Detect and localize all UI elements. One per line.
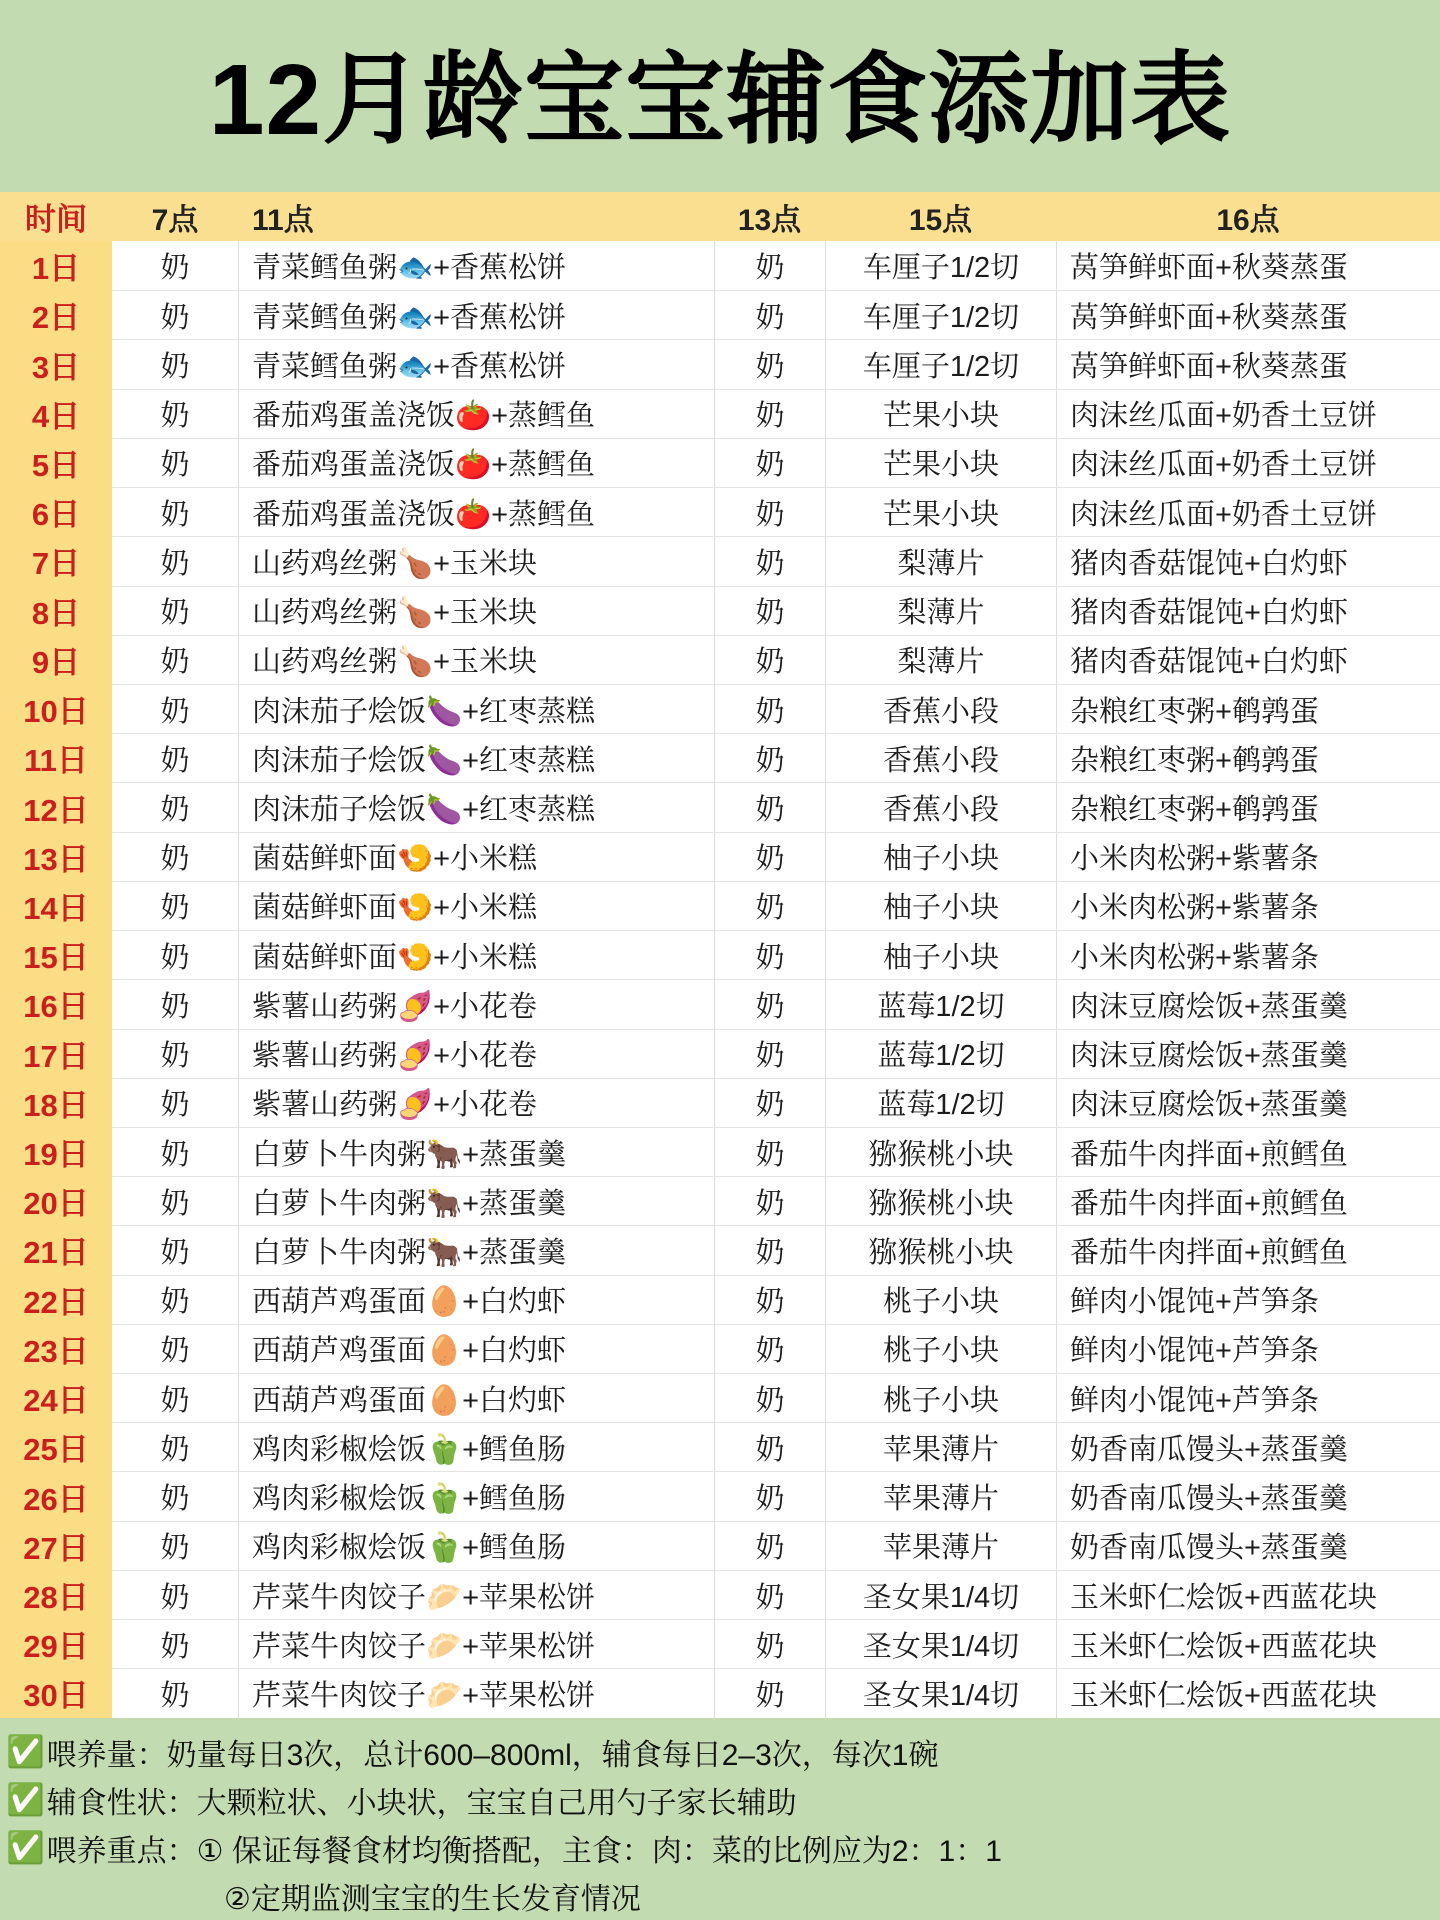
dinner-16pm-cell: 肉沫豆腐烩饭+蒸蛋羹 [1056,979,1440,1028]
dinner-16pm-cell: 小米肉松粥+紫薯条 [1056,930,1440,979]
header-16pm: 16点 [1216,203,1280,237]
fruit-15pm-cell: 苹果薄片 [825,1471,1056,1520]
day-cell: 16日 [0,979,112,1028]
milk-13pm-cell: 奶 [714,586,825,635]
table-row [0,1078,1440,1127]
day-cell: 27日 [0,1521,112,1570]
check-icon: ✅ [6,1830,45,1866]
milk-13pm-cell: 奶 [714,1275,825,1324]
milk-13pm-cell: 奶 [714,487,825,536]
lunch-11am-cell: 芹菜牛肉饺子🥟+苹果松饼 [238,1668,714,1717]
day-cell: 24日 [0,1373,112,1422]
milk-13pm-cell: 奶 [714,241,825,290]
milk-13pm-cell: 奶 [714,389,825,438]
note-text: ②定期监测宝宝的生长发育情况 [224,1882,641,1916]
milk-13pm-cell: 奶 [714,1668,825,1717]
check-icon: ✅ [6,1782,45,1818]
table-row [0,389,1440,438]
lunch-11am-cell: 菌菇鲜虾面🍤+小米糕 [238,832,714,881]
dinner-16pm-cell: 小米肉松粥+紫薯条 [1056,832,1440,881]
table-row [0,1422,1440,1471]
milk-13pm-cell: 奶 [714,339,825,388]
lunch-11am-cell: 鸡肉彩椒烩饭🫑+鳕鱼肠 [238,1471,714,1520]
fruit-15pm-cell: 梨薄片 [825,586,1056,635]
note-line [6,1872,1440,1920]
milk-7am-cell: 奶 [112,1422,238,1471]
milk-7am-cell: 奶 [112,1619,238,1668]
table-body [0,241,1440,1718]
fruit-15pm-cell: 蓝莓1/2切 [825,1029,1056,1078]
lunch-11am-cell: 西葫芦鸡蛋面🥚+白灼虾 [238,1275,714,1324]
milk-13pm-cell: 奶 [714,832,825,881]
milk-7am-cell: 奶 [112,1324,238,1373]
table-row [0,586,1440,635]
milk-13pm-cell: 奶 [714,1225,825,1274]
dinner-16pm-cell: 小米肉松粥+紫薯条 [1056,881,1440,930]
check-icon: ✅ [6,1734,45,1770]
dinner-16pm-cell: 番茄牛肉拌面+煎鳕鱼 [1056,1127,1440,1176]
page-title: 12月龄宝宝辅食添加表 [208,44,1232,156]
fruit-15pm-cell: 苹果薄片 [825,1521,1056,1570]
milk-13pm-cell: 奶 [714,1471,825,1520]
milk-13pm-cell: 奶 [714,733,825,782]
note-line [6,1824,1440,1872]
lunch-11am-cell: 芹菜牛肉饺子🥟+苹果松饼 [238,1570,714,1619]
milk-7am-cell: 奶 [112,1668,238,1717]
milk-7am-cell: 奶 [112,1570,238,1619]
dinner-16pm-cell: 奶香南瓜馒头+蒸蛋羹 [1056,1422,1440,1471]
milk-7am-cell: 奶 [112,1275,238,1324]
dinner-16pm-cell: 玉米虾仁烩饭+西蓝花块 [1056,1570,1440,1619]
milk-13pm-cell: 奶 [714,1127,825,1176]
dinner-16pm-cell: 奶香南瓜馒头+蒸蛋羹 [1056,1471,1440,1520]
fruit-15pm-cell: 香蕉小段 [825,782,1056,831]
milk-7am-cell: 奶 [112,1521,238,1570]
title-bar [0,0,1440,192]
milk-7am-cell: 奶 [112,635,238,684]
note-text: 喂养重点：① 保证每餐食材均衡搭配，主食：肉：菜的比例应为2：1：1 [46,1834,1002,1868]
table-row [0,832,1440,881]
dinner-16pm-cell: 番茄牛肉拌面+煎鳕鱼 [1056,1176,1440,1225]
milk-7am-cell: 奶 [112,782,238,831]
fruit-15pm-cell: 猕猴桃小块 [825,1225,1056,1274]
dinner-16pm-cell: 鲜肉小馄饨+芦笋条 [1056,1373,1440,1422]
day-cell: 18日 [0,1078,112,1127]
milk-7am-cell: 奶 [112,684,238,733]
day-cell: 15日 [0,930,112,979]
milk-7am-cell: 奶 [112,438,238,487]
day-cell: 21日 [0,1225,112,1274]
day-cell: 8日 [0,586,112,635]
table-row [0,1176,1440,1225]
table-row [0,1471,1440,1520]
dinner-16pm-cell: 肉沫豆腐烩饭+蒸蛋羹 [1056,1029,1440,1078]
dinner-16pm-cell: 猪肉香菇馄饨+白灼虾 [1056,586,1440,635]
milk-13pm-cell: 奶 [714,684,825,733]
day-cell: 2日 [0,290,112,339]
milk-7am-cell: 奶 [112,1471,238,1520]
table-row [0,1570,1440,1619]
milk-13pm-cell: 奶 [714,1078,825,1127]
milk-7am-cell: 奶 [112,930,238,979]
milk-13pm-cell: 奶 [714,536,825,585]
dinner-16pm-cell: 肉沫豆腐烩饭+蒸蛋羹 [1056,1078,1440,1127]
fruit-15pm-cell: 芒果小块 [825,487,1056,536]
lunch-11am-cell: 青菜鳕鱼粥🐟+香蕉松饼 [238,290,714,339]
day-cell: 22日 [0,1275,112,1324]
header-11am: 11点 [252,203,314,237]
note-text: 辅食性状：大颗粒状、小块状，宝宝自己用勺子家长辅助 [46,1786,797,1820]
milk-13pm-cell: 奶 [714,979,825,1028]
milk-13pm-cell: 奶 [714,1324,825,1373]
table-row [0,635,1440,684]
fruit-15pm-cell: 苹果薄片 [825,1422,1056,1471]
table-row [0,1668,1440,1717]
fruit-15pm-cell: 香蕉小段 [825,733,1056,782]
note-line [6,1776,1440,1824]
header-time: 时间 [25,202,87,237]
day-cell: 3日 [0,339,112,388]
milk-7am-cell: 奶 [112,832,238,881]
milk-7am-cell: 奶 [112,1078,238,1127]
table-row [0,881,1440,930]
day-cell: 30日 [0,1668,112,1717]
milk-7am-cell: 奶 [112,536,238,585]
table-row [0,1373,1440,1422]
day-cell: 10日 [0,684,112,733]
dinner-16pm-cell: 肉沫丝瓜面+奶香土豆饼 [1056,487,1440,536]
fruit-15pm-cell: 蓝莓1/2切 [825,979,1056,1028]
dinner-16pm-cell: 奶香南瓜馒头+蒸蛋羹 [1056,1521,1440,1570]
milk-7am-cell: 奶 [112,979,238,1028]
fruit-15pm-cell: 圣女果1/4切 [825,1668,1056,1717]
day-cell: 9日 [0,635,112,684]
milk-13pm-cell: 奶 [714,1521,825,1570]
table-row [0,536,1440,585]
lunch-11am-cell: 紫薯山药粥🍠+小花卷 [238,1078,714,1127]
dinner-16pm-cell: 莴笋鲜虾面+秋葵蒸蛋 [1056,339,1440,388]
fruit-15pm-cell: 柚子小块 [825,832,1056,881]
day-cell: 1日 [0,241,112,290]
milk-13pm-cell: 奶 [714,881,825,930]
lunch-11am-cell: 白萝卜牛肉粥🐂+蒸蛋羹 [238,1225,714,1274]
note-text: 喂养量：奶量每日3次，总计600–800ml，辅食每日2–3次，每次1碗 [46,1738,939,1772]
table-row [0,1127,1440,1176]
lunch-11am-cell: 紫薯山药粥🍠+小花卷 [238,979,714,1028]
fruit-15pm-cell: 芒果小块 [825,438,1056,487]
table-row [0,1521,1440,1570]
milk-7am-cell: 奶 [112,1176,238,1225]
table-row [0,438,1440,487]
day-cell: 12日 [0,782,112,831]
dinner-16pm-cell: 杂粮红枣粥+鹌鹑蛋 [1056,733,1440,782]
header-13pm: 13点 [737,203,802,237]
dinner-16pm-cell: 玉米虾仁烩饭+西蓝花块 [1056,1619,1440,1668]
fruit-15pm-cell: 柚子小块 [825,881,1056,930]
lunch-11am-cell: 番茄鸡蛋盖浇饭🍅+蒸鳕鱼 [238,389,714,438]
dinner-16pm-cell: 鲜肉小馄饨+芦笋条 [1056,1275,1440,1324]
dinner-16pm-cell: 番茄牛肉拌面+煎鳕鱼 [1056,1225,1440,1274]
day-cell: 17日 [0,1029,112,1078]
dinner-16pm-cell: 肉沫丝瓜面+奶香土豆饼 [1056,389,1440,438]
table-row [0,1225,1440,1274]
header-15pm: 15点 [908,203,973,237]
lunch-11am-cell: 白萝卜牛肉粥🐂+蒸蛋羹 [238,1127,714,1176]
lunch-11am-cell: 青菜鳕鱼粥🐟+香蕉松饼 [238,339,714,388]
fruit-15pm-cell: 梨薄片 [825,536,1056,585]
fruit-15pm-cell: 圣女果1/4切 [825,1619,1056,1668]
milk-13pm-cell: 奶 [714,1422,825,1471]
day-cell: 6日 [0,487,112,536]
lunch-11am-cell: 西葫芦鸡蛋面🥚+白灼虾 [238,1324,714,1373]
lunch-11am-cell: 鸡肉彩椒烩饭🫑+鳕鱼肠 [238,1521,714,1570]
milk-7am-cell: 奶 [112,487,238,536]
fruit-15pm-cell: 香蕉小段 [825,684,1056,733]
dinner-16pm-cell: 鲜肉小馄饨+芦笋条 [1056,1324,1440,1373]
lunch-11am-cell: 山药鸡丝粥🍗+玉米块 [238,586,714,635]
dinner-16pm-cell: 猪肉香菇馄饨+白灼虾 [1056,536,1440,585]
lunch-11am-cell: 肉沫茄子烩饭🍆+红枣蒸糕 [238,733,714,782]
table-row [0,290,1440,339]
day-cell: 11日 [0,733,112,782]
milk-13pm-cell: 奶 [714,782,825,831]
lunch-11am-cell: 山药鸡丝粥🍗+玉米块 [238,635,714,684]
lunch-11am-cell: 番茄鸡蛋盖浇饭🍅+蒸鳕鱼 [238,438,714,487]
table-row [0,487,1440,536]
day-cell: 13日 [0,832,112,881]
table-header-row [0,192,1440,241]
lunch-11am-cell: 肉沫茄子烩饭🍆+红枣蒸糕 [238,684,714,733]
notes-section [0,1718,1440,1920]
dinner-16pm-cell: 莴笋鲜虾面+秋葵蒸蛋 [1056,241,1440,290]
lunch-11am-cell: 西葫芦鸡蛋面🥚+白灼虾 [238,1373,714,1422]
milk-7am-cell: 奶 [112,1225,238,1274]
fruit-15pm-cell: 桃子小块 [825,1324,1056,1373]
fruit-15pm-cell: 车厘子1/2切 [825,339,1056,388]
dinner-16pm-cell: 玉米虾仁烩饭+西蓝花块 [1056,1668,1440,1717]
table-row [0,782,1440,831]
lunch-11am-cell: 菌菇鲜虾面🍤+小米糕 [238,930,714,979]
table-row [0,930,1440,979]
milk-13pm-cell: 奶 [714,1619,825,1668]
milk-13pm-cell: 奶 [714,1029,825,1078]
dinner-16pm-cell: 杂粮红枣粥+鹌鹑蛋 [1056,684,1440,733]
lunch-11am-cell: 鸡肉彩椒烩饭🫑+鳕鱼肠 [238,1422,714,1471]
milk-7am-cell: 奶 [112,733,238,782]
day-cell: 5日 [0,438,112,487]
fruit-15pm-cell: 芒果小块 [825,389,1056,438]
dinner-16pm-cell: 肉沫丝瓜面+奶香土豆饼 [1056,438,1440,487]
dinner-16pm-cell: 杂粮红枣粥+鹌鹑蛋 [1056,782,1440,831]
dinner-16pm-cell: 猪肉香菇馄饨+白灼虾 [1056,635,1440,684]
lunch-11am-cell: 山药鸡丝粥🍗+玉米块 [238,536,714,585]
fruit-15pm-cell: 猕猴桃小块 [825,1127,1056,1176]
milk-13pm-cell: 奶 [714,635,825,684]
day-cell: 14日 [0,881,112,930]
milk-13pm-cell: 奶 [714,1570,825,1619]
fruit-15pm-cell: 圣女果1/4切 [825,1570,1056,1619]
milk-13pm-cell: 奶 [714,930,825,979]
lunch-11am-cell: 白萝卜牛肉粥🐂+蒸蛋羹 [238,1176,714,1225]
fruit-15pm-cell: 车厘子1/2切 [825,290,1056,339]
note-line [6,1728,1440,1776]
schedule-table [0,192,1440,1718]
milk-7am-cell: 奶 [112,339,238,388]
milk-13pm-cell: 奶 [714,1176,825,1225]
milk-13pm-cell: 奶 [714,1373,825,1422]
lunch-11am-cell: 青菜鳕鱼粥🐟+香蕉松饼 [238,241,714,290]
day-cell: 19日 [0,1127,112,1176]
fruit-15pm-cell: 猕猴桃小块 [825,1176,1056,1225]
day-cell: 4日 [0,389,112,438]
fruit-15pm-cell: 桃子小块 [825,1275,1056,1324]
milk-7am-cell: 奶 [112,241,238,290]
milk-7am-cell: 奶 [112,1127,238,1176]
table-row [0,1275,1440,1324]
fruit-15pm-cell: 车厘子1/2切 [825,241,1056,290]
table-row [0,339,1440,388]
day-cell: 20日 [0,1176,112,1225]
fruit-15pm-cell: 梨薄片 [825,635,1056,684]
table-row [0,1619,1440,1668]
day-cell: 26日 [0,1471,112,1520]
milk-7am-cell: 奶 [112,1029,238,1078]
lunch-11am-cell: 番茄鸡蛋盖浇饭🍅+蒸鳕鱼 [238,487,714,536]
table-row [0,1324,1440,1373]
lunch-11am-cell: 肉沫茄子烩饭🍆+红枣蒸糕 [238,782,714,831]
fruit-15pm-cell: 桃子小块 [825,1373,1056,1422]
milk-7am-cell: 奶 [112,389,238,438]
day-cell: 28日 [0,1570,112,1619]
milk-7am-cell: 奶 [112,290,238,339]
milk-13pm-cell: 奶 [714,438,825,487]
day-cell: 25日 [0,1422,112,1471]
lunch-11am-cell: 紫薯山药粥🍠+小花卷 [238,1029,714,1078]
milk-7am-cell: 奶 [112,881,238,930]
fruit-15pm-cell: 蓝莓1/2切 [825,1078,1056,1127]
milk-7am-cell: 奶 [112,586,238,635]
day-cell: 7日 [0,536,112,585]
table-row [0,1029,1440,1078]
table-row [0,733,1440,782]
day-cell: 29日 [0,1619,112,1668]
lunch-11am-cell: 菌菇鲜虾面🍤+小米糕 [238,881,714,930]
table-row [0,979,1440,1028]
header-7am: 7点 [151,203,199,237]
milk-13pm-cell: 奶 [714,290,825,339]
table-row [0,684,1440,733]
milk-7am-cell: 奶 [112,1373,238,1422]
day-cell: 23日 [0,1324,112,1373]
table-row [0,241,1440,290]
fruit-15pm-cell: 柚子小块 [825,930,1056,979]
lunch-11am-cell: 芹菜牛肉饺子🥟+苹果松饼 [238,1619,714,1668]
dinner-16pm-cell: 莴笋鲜虾面+秋葵蒸蛋 [1056,290,1440,339]
